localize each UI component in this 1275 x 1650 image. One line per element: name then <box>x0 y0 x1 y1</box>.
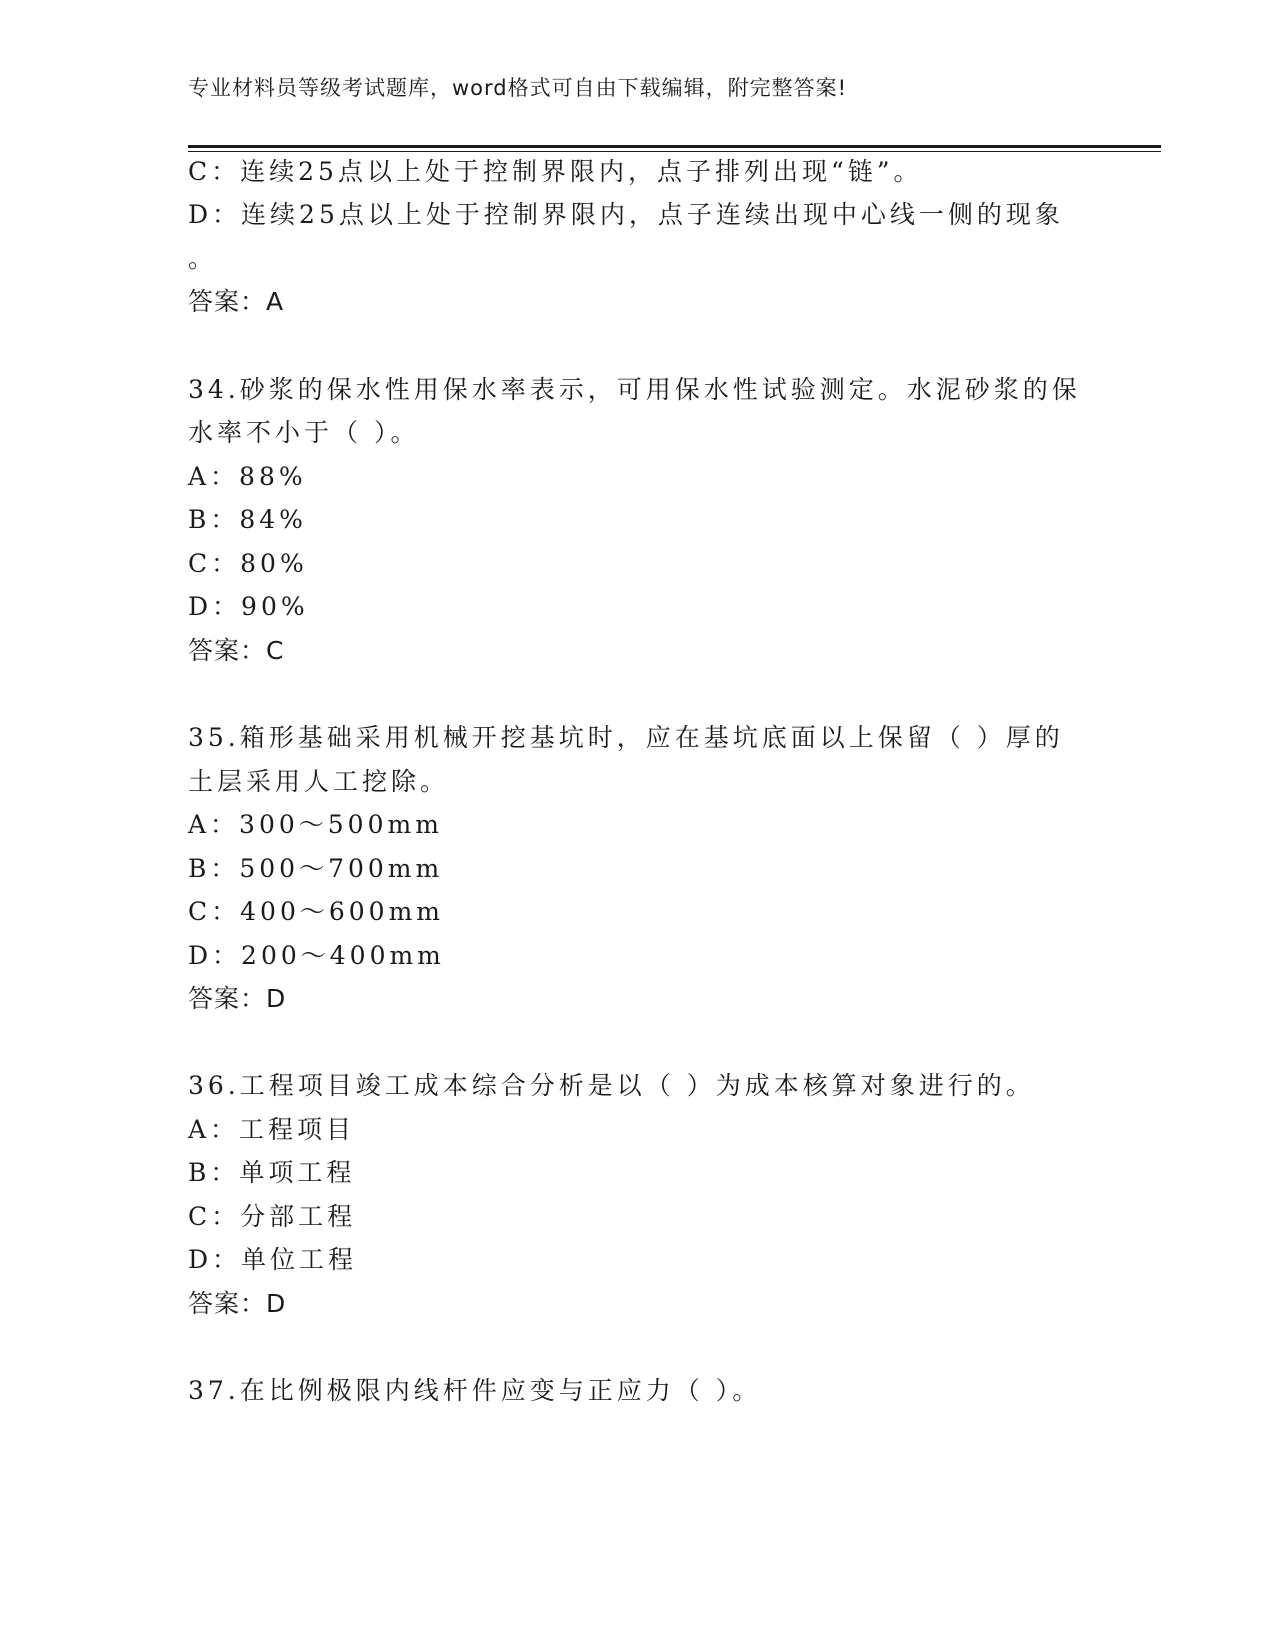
q36-option-c: C：分部工程 <box>188 1202 357 1231</box>
prev-option-d-continued: 。 <box>188 244 218 273</box>
prev-answer: 答案：A <box>188 287 285 316</box>
q35-option-d: D：200～400mm <box>188 941 445 970</box>
q35-option-c: C：400～600mm <box>188 897 444 926</box>
q34-option-d: D：90% <box>188 592 309 621</box>
q34-stem-line2: 水率不小于（ ）。 <box>188 418 420 447</box>
q34-option-c: C：80% <box>188 549 308 578</box>
q34-stem-line1: 34.砂浆的保水性用保水率表示，可用保水性试验测定。水泥砂浆的保 <box>188 375 1081 404</box>
q35-option-a: A：300～500mm <box>188 810 443 839</box>
header-rule-thick <box>188 145 1161 148</box>
q36-option-b: B：单项工程 <box>188 1158 356 1187</box>
q36-answer: 答案：D <box>188 1289 287 1318</box>
q36-stem-line1: 36.工程项目竣工成本综合分析是以（ ）为成本核算对象进行的。 <box>188 1071 1035 1100</box>
q35-stem-line1: 35.箱形基础采用机械开挖基坑时，应在基坑底面以上保留（ ）厚的 <box>188 723 1064 752</box>
q34-answer: 答案：C <box>188 636 285 665</box>
q36-option-d: D：单位工程 <box>188 1245 358 1274</box>
q35-answer: 答案：D <box>188 984 287 1013</box>
q35-stem-line2: 土层采用人工挖除。 <box>188 767 450 796</box>
q35-option-b: B：500～700mm <box>188 854 444 883</box>
q34-option-a: A：88% <box>188 462 307 491</box>
q34-option-b: B：84% <box>188 505 307 534</box>
q36-option-a: A：工程项目 <box>188 1115 356 1144</box>
header-rule-thin <box>188 151 1161 152</box>
prev-option-c: C：连续25点以上处于控制界限内，点子排列出现“链”。 <box>188 157 923 186</box>
q37-stem-line1: 37.在比例极限内线杆件应变与正应力（ ）。 <box>188 1376 762 1405</box>
page-header: 专业材料员等级考试题库，word格式可自由下载编辑，附完整答案! <box>188 76 848 100</box>
prev-option-d: D：连续25点以上处于控制界限内，点子连续出现中心线一侧的现象 <box>188 200 1064 229</box>
